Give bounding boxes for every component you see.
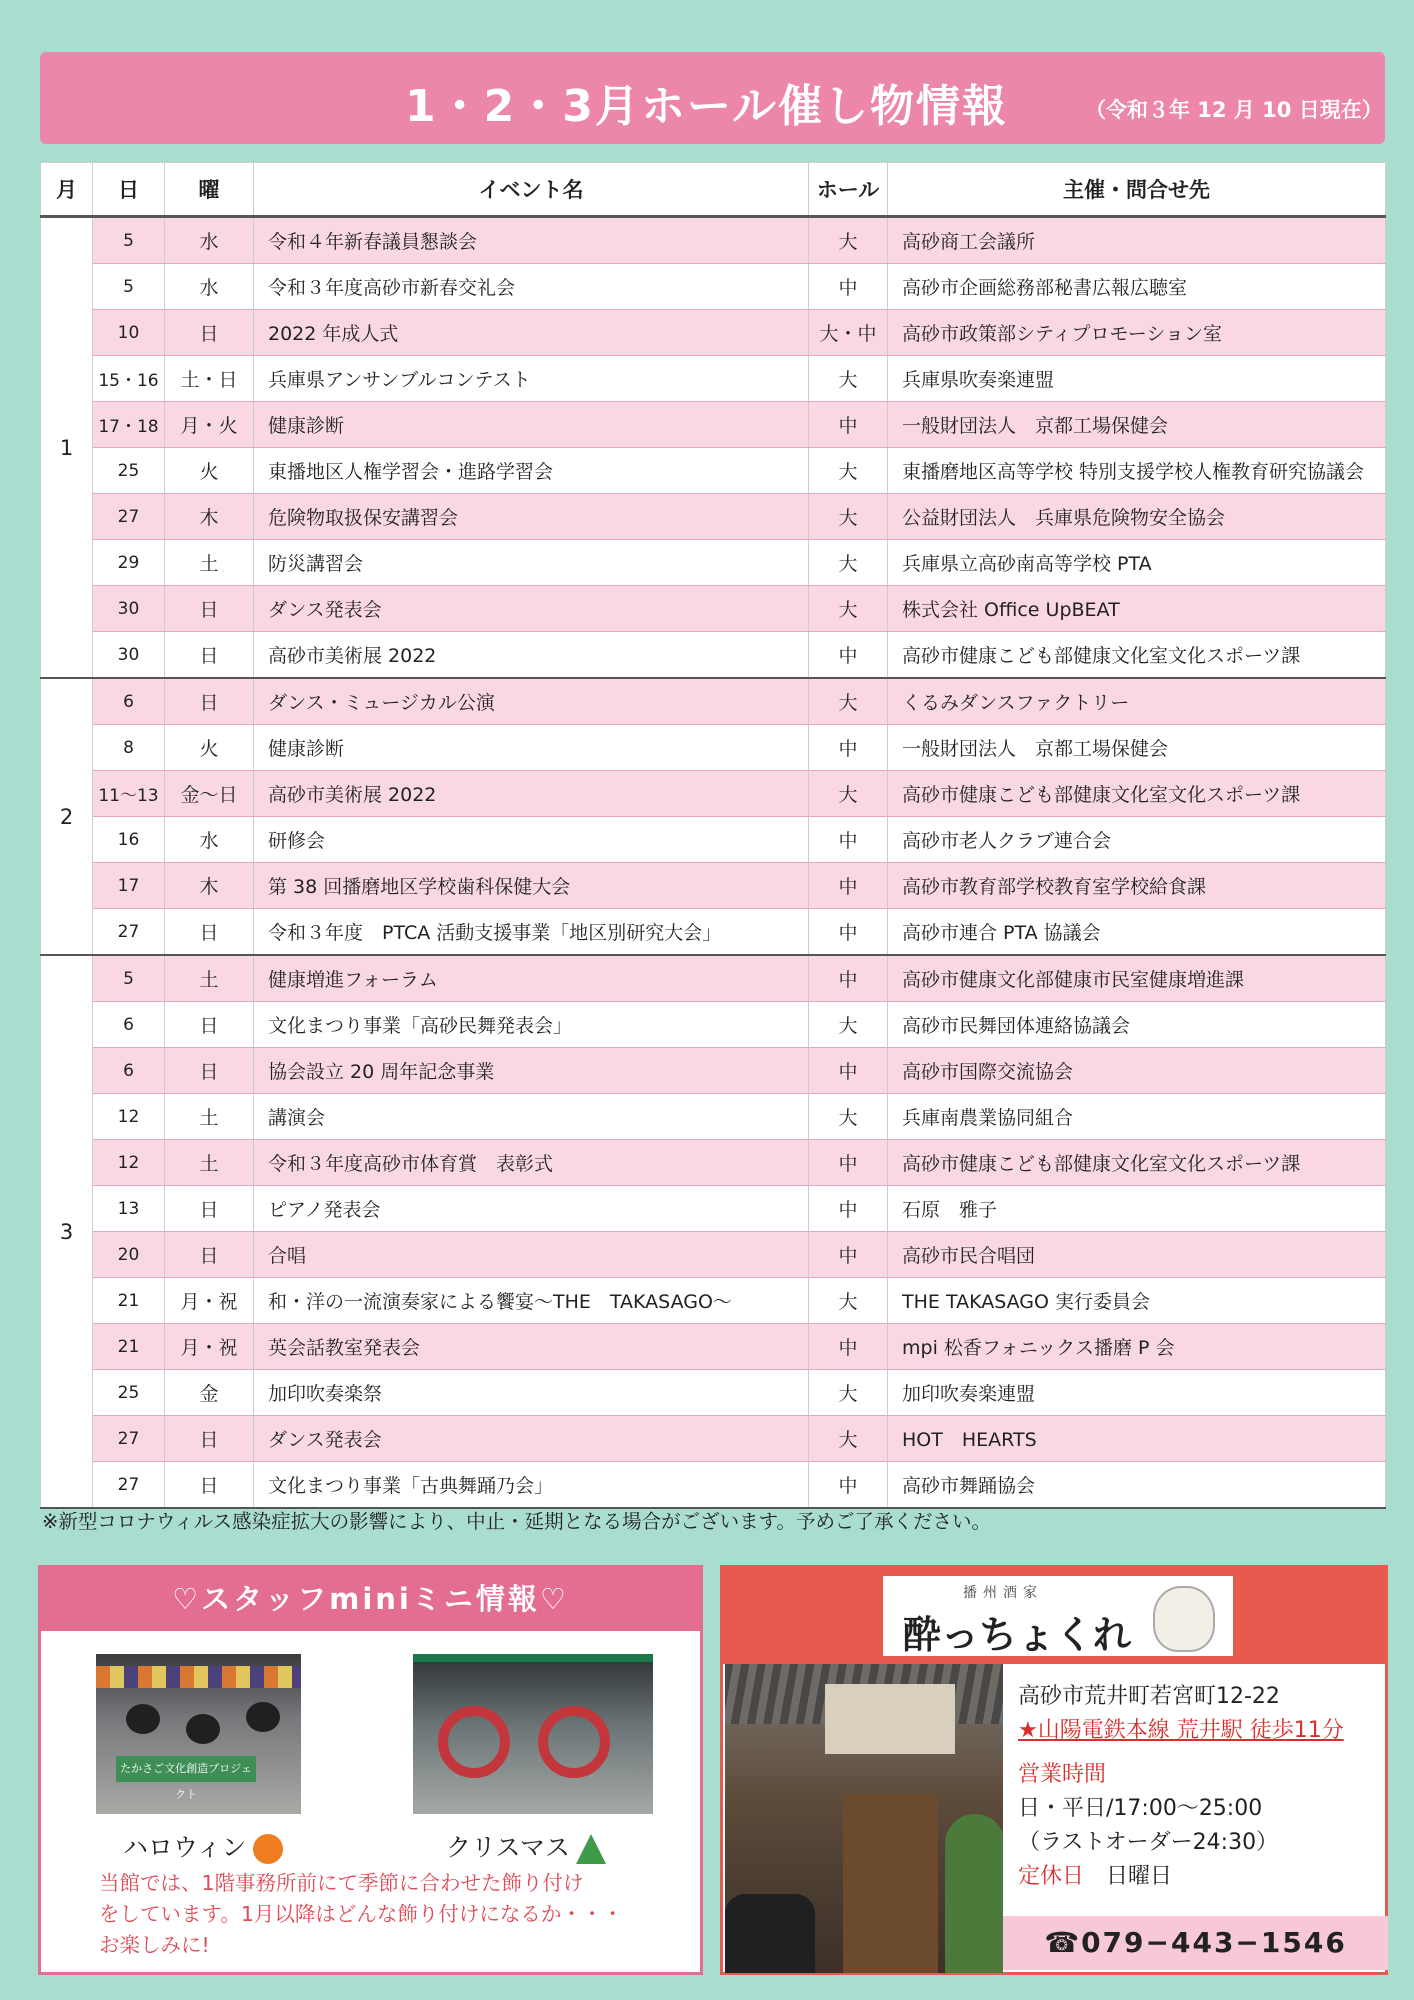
window-frame bbox=[413, 1654, 653, 1662]
restaurant-header bbox=[723, 1568, 1385, 1664]
hall-cell: 中 bbox=[809, 725, 888, 771]
weekday-cell: 日 bbox=[165, 586, 254, 632]
pumpkin-decoration bbox=[126, 1704, 160, 1734]
organizer-cell: 一般財団法人 京都工場保健会 bbox=[888, 402, 1386, 448]
title-banner bbox=[40, 52, 1385, 144]
organizer-cell: THE TAKASAGO 実行委員会 bbox=[888, 1278, 1386, 1324]
organizer-cell: 公益財団法人 兵庫県危険物安全協会 bbox=[888, 494, 1386, 540]
weekday-cell: 土 bbox=[165, 1094, 254, 1140]
events-table bbox=[40, 162, 1386, 1509]
weekday-cell: 水 bbox=[165, 264, 254, 310]
day-cell: 27 bbox=[93, 1462, 165, 1509]
table-row bbox=[41, 540, 1386, 586]
table-row bbox=[41, 356, 1386, 402]
hall-cell: 大 bbox=[809, 1416, 888, 1462]
logo-small-text: 播州酒家 bbox=[963, 1585, 1043, 1601]
table-row bbox=[41, 1094, 1386, 1140]
restaurant-access: ★山陽電鉄本線 荒井駅 徒歩11分 bbox=[1018, 1718, 1344, 1743]
restaurant-logo bbox=[883, 1576, 1233, 1656]
hall-cell: 大 bbox=[809, 1370, 888, 1416]
table-row bbox=[41, 955, 1386, 1002]
organizer-cell: mpi 松香フォニックス播磨 P 会 bbox=[888, 1324, 1386, 1370]
event-name-cell: 高砂市美術展 2022 bbox=[254, 632, 809, 679]
weekday-cell: 月・祝 bbox=[165, 1324, 254, 1370]
hall-cell: 大 bbox=[809, 678, 888, 725]
table-row bbox=[41, 1232, 1386, 1278]
day-cell: 30 bbox=[93, 586, 165, 632]
day-cell: 27 bbox=[93, 909, 165, 956]
table-row bbox=[41, 1324, 1386, 1370]
event-name-cell: 合唱 bbox=[254, 1232, 809, 1278]
event-name-cell: 加印吹奏楽祭 bbox=[254, 1370, 809, 1416]
event-name-cell: 英会話教室発表会 bbox=[254, 1324, 809, 1370]
organizer-cell: 株式会社 Office UpBEAT bbox=[888, 586, 1386, 632]
event-name-cell: 兵庫県アンサンブルコンテスト bbox=[254, 356, 809, 402]
table-row bbox=[41, 402, 1386, 448]
organizer-cell: 高砂市健康こども部健康文化室文化スポーツ課 bbox=[888, 771, 1386, 817]
organizer-cell: 加印吹奏楽連盟 bbox=[888, 1370, 1386, 1416]
day-cell: 8 bbox=[93, 725, 165, 771]
organizer-cell: 一般財団法人 京都工場保健会 bbox=[888, 725, 1386, 771]
restaurant-ad bbox=[720, 1565, 1388, 1975]
closed-label: 定休日 bbox=[1018, 1864, 1085, 1889]
organizer-cell: 東播磨地区高等学校 特別支援学校人権教育研究協議会 bbox=[888, 448, 1386, 494]
weekday-cell: 日 bbox=[165, 1186, 254, 1232]
weekday-cell: 土 bbox=[165, 955, 254, 1002]
weekday-cell: 日 bbox=[165, 1002, 254, 1048]
table-row bbox=[41, 1002, 1386, 1048]
events-table-container bbox=[40, 162, 1385, 1509]
hall-cell: 中 bbox=[809, 1232, 888, 1278]
event-name-cell: 健康診断 bbox=[254, 402, 809, 448]
christmas-caption bbox=[446, 1828, 606, 1864]
halloween-caption bbox=[123, 1828, 283, 1864]
hall-cell: 中 bbox=[809, 1140, 888, 1186]
pumpkin-decoration bbox=[186, 1714, 220, 1744]
month-cell: 1 bbox=[41, 217, 93, 679]
day-cell: 25 bbox=[93, 448, 165, 494]
hall-cell: 中 bbox=[809, 1048, 888, 1094]
table-row bbox=[41, 771, 1386, 817]
wreath-decoration bbox=[538, 1706, 610, 1778]
weekday-cell: 日 bbox=[165, 678, 254, 725]
table-row bbox=[41, 1278, 1386, 1324]
parked-car bbox=[725, 1894, 815, 1973]
closed-day-row bbox=[1018, 1860, 1378, 1894]
hall-cell: 大 bbox=[809, 356, 888, 402]
day-cell: 27 bbox=[93, 494, 165, 540]
organizer-cell: 高砂市企画総務部秘書広報広聴室 bbox=[888, 264, 1386, 310]
organizer-cell: 高砂市民舞団体連絡協議会 bbox=[888, 1002, 1386, 1048]
day-cell: 5 bbox=[93, 217, 165, 264]
weekday-cell: 日 bbox=[165, 1048, 254, 1094]
hall-cell: 中 bbox=[809, 955, 888, 1002]
table-row bbox=[41, 1048, 1386, 1094]
halloween-photo bbox=[96, 1654, 301, 1814]
event-name-cell: 令和３年度高砂市体育賞 表彰式 bbox=[254, 1140, 809, 1186]
hall-cell: 大・中 bbox=[809, 310, 888, 356]
event-name-cell: 文化まつり事業「高砂民舞発表会」 bbox=[254, 1002, 809, 1048]
hall-cell: 中 bbox=[809, 632, 888, 679]
day-cell: 5 bbox=[93, 955, 165, 1002]
day-cell: 13 bbox=[93, 1186, 165, 1232]
header-organizer: 主催・問合せ先 bbox=[888, 163, 1386, 217]
day-cell: 10 bbox=[93, 310, 165, 356]
table-row bbox=[41, 725, 1386, 771]
weekday-cell: 水 bbox=[165, 217, 254, 264]
plant bbox=[945, 1814, 1003, 1973]
event-name-cell: ピアノ発表会 bbox=[254, 1186, 809, 1232]
event-name-cell: 研修会 bbox=[254, 817, 809, 863]
weekday-cell: 木 bbox=[165, 863, 254, 909]
weekday-cell: 日 bbox=[165, 1462, 254, 1509]
covid-notice: ※新型コロナウィルス感染症拡大の影響により、中止・延期となる場合がございます。予めご了承ください。 bbox=[42, 1510, 992, 1533]
table-row bbox=[41, 217, 1386, 264]
hall-cell: 大 bbox=[809, 217, 888, 264]
table-row bbox=[41, 817, 1386, 863]
day-cell: 16 bbox=[93, 817, 165, 863]
table-row bbox=[41, 494, 1386, 540]
organizer-cell: 高砂市民合唱団 bbox=[888, 1232, 1386, 1278]
hall-cell: 大 bbox=[809, 448, 888, 494]
table-row bbox=[41, 264, 1386, 310]
hall-cell: 中 bbox=[809, 1462, 888, 1509]
business-hours: 日・平日/17:00～25:00 bbox=[1018, 1796, 1263, 1821]
header-hall: ホール bbox=[809, 163, 888, 217]
event-name-cell: 協会設立 20 周年記念事業 bbox=[254, 1048, 809, 1094]
staff-info-line: お楽しみに! bbox=[99, 1933, 210, 1957]
staff-info-line: をしています。1月以降はどんな飾り付けになるか・・・ bbox=[99, 1902, 623, 1926]
weekday-cell: 日 bbox=[165, 909, 254, 956]
event-name-cell: 令和３年度 PTCA 活動支援事業「地区別研究大会」 bbox=[254, 909, 809, 956]
organizer-cell: 高砂商工会議所 bbox=[888, 217, 1386, 264]
hall-cell: 中 bbox=[809, 1186, 888, 1232]
weekday-cell: 日 bbox=[165, 1416, 254, 1462]
closed-day: 日曜日 bbox=[1106, 1864, 1173, 1889]
event-name-cell: 講演会 bbox=[254, 1094, 809, 1140]
header-day: 日 bbox=[93, 163, 165, 217]
day-cell: 17・18 bbox=[93, 402, 165, 448]
restaurant-address: 高砂市荒井町若宮町12-22 bbox=[1018, 1684, 1280, 1709]
organizer-cell: 高砂市舞踊協会 bbox=[888, 1462, 1386, 1509]
organizer-cell: くるみダンスファクトリー bbox=[888, 678, 1386, 725]
table-row bbox=[41, 863, 1386, 909]
hall-cell: 中 bbox=[809, 863, 888, 909]
event-name-cell: 高砂市美術展 2022 bbox=[254, 771, 809, 817]
organizer-cell: 兵庫県吹奏楽連盟 bbox=[888, 356, 1386, 402]
storefront-photo bbox=[725, 1664, 1003, 1973]
organizer-cell: 高砂市政策部シティプロモーション室 bbox=[888, 310, 1386, 356]
header-weekday: 曜 bbox=[165, 163, 254, 217]
day-cell: 29 bbox=[93, 540, 165, 586]
event-name-cell: 令和３年度高砂市新春交礼会 bbox=[254, 264, 809, 310]
halloween-label: ハロウィン bbox=[123, 1833, 247, 1862]
day-cell: 21 bbox=[93, 1278, 165, 1324]
christmas-tree-icon bbox=[576, 1834, 606, 1864]
organizer-cell: 高砂市老人クラブ連合会 bbox=[888, 817, 1386, 863]
day-cell: 27 bbox=[93, 1416, 165, 1462]
header-month: 月 bbox=[41, 163, 93, 217]
restaurant-phone: ☎079−443−1546 bbox=[1003, 1916, 1388, 1970]
table-body bbox=[41, 217, 1386, 1509]
hall-cell: 大 bbox=[809, 1002, 888, 1048]
weekday-cell: 火 bbox=[165, 725, 254, 771]
restaurant-info bbox=[1018, 1680, 1378, 1894]
shop-signboard bbox=[825, 1684, 955, 1754]
event-name-cell: ダンス発表会 bbox=[254, 1416, 809, 1462]
event-name-cell: 第 38 回播磨地区学校歯科保健大会 bbox=[254, 863, 809, 909]
hall-cell: 中 bbox=[809, 817, 888, 863]
day-cell: 17 bbox=[93, 863, 165, 909]
day-cell: 15・16 bbox=[93, 356, 165, 402]
weekday-cell: 月・火 bbox=[165, 402, 254, 448]
event-name-cell: ダンス発表会 bbox=[254, 586, 809, 632]
day-cell: 5 bbox=[93, 264, 165, 310]
table-row bbox=[41, 310, 1386, 356]
organizer-cell: 高砂市健康こども部健康文化室文化スポーツ課 bbox=[888, 632, 1386, 679]
wooden-door bbox=[843, 1794, 938, 1973]
organizer-cell: 高砂市連合 PTA 協議会 bbox=[888, 909, 1386, 956]
event-name-cell: 健康診断 bbox=[254, 725, 809, 771]
month-cell: 2 bbox=[41, 678, 93, 955]
staff-info-panel bbox=[38, 1565, 703, 1975]
page-title: 1・2・3月ホール催し物情報 bbox=[405, 81, 1008, 132]
hall-cell: 中 bbox=[809, 402, 888, 448]
hall-cell: 大 bbox=[809, 586, 888, 632]
organizer-cell: 高砂市国際交流協会 bbox=[888, 1048, 1386, 1094]
staff-info-heading: ♡スタッフminiミニ情報♡ bbox=[41, 1568, 700, 1631]
table-header-row bbox=[41, 163, 1386, 217]
table-row bbox=[41, 1140, 1386, 1186]
hall-cell: 大 bbox=[809, 771, 888, 817]
hall-cell: 大 bbox=[809, 494, 888, 540]
pumpkin-decoration bbox=[246, 1702, 280, 1732]
staff-info-body bbox=[99, 1868, 689, 1961]
table-row bbox=[41, 632, 1386, 679]
month-cell: 3 bbox=[41, 955, 93, 1508]
garland-decoration bbox=[96, 1666, 301, 1688]
event-name-cell: 東播地区人権学習会・進路学習会 bbox=[254, 448, 809, 494]
weekday-cell: 土 bbox=[165, 1140, 254, 1186]
christmas-label: クリスマス bbox=[446, 1833, 571, 1862]
day-cell: 20 bbox=[93, 1232, 165, 1278]
weekday-cell: 土・日 bbox=[165, 356, 254, 402]
day-cell: 6 bbox=[93, 678, 165, 725]
as-of-date: （令和３年 12 月 10 日現在） bbox=[1085, 98, 1383, 122]
project-sign: たかさご文化創造プロジェクト bbox=[116, 1756, 256, 1782]
table-row bbox=[41, 1370, 1386, 1416]
christmas-photo bbox=[413, 1654, 653, 1814]
hours-label: 営業時間 bbox=[1018, 1762, 1107, 1787]
hall-cell: 中 bbox=[809, 909, 888, 956]
hall-cell: 大 bbox=[809, 1278, 888, 1324]
weekday-cell: 木 bbox=[165, 494, 254, 540]
last-order: （ラストオーダー24:30） bbox=[1018, 1830, 1279, 1855]
day-cell: 30 bbox=[93, 632, 165, 679]
event-name-cell: ダンス・ミュージカル公演 bbox=[254, 678, 809, 725]
event-name-cell: 危険物取扱保安講習会 bbox=[254, 494, 809, 540]
day-cell: 21 bbox=[93, 1324, 165, 1370]
hall-cell: 中 bbox=[809, 264, 888, 310]
table-row bbox=[41, 586, 1386, 632]
logo-name: 酔っちょくれ bbox=[903, 1612, 1132, 1657]
day-cell: 6 bbox=[93, 1048, 165, 1094]
table-row bbox=[41, 909, 1386, 956]
weekday-cell: 水 bbox=[165, 817, 254, 863]
day-cell: 11～13 bbox=[93, 771, 165, 817]
day-cell: 12 bbox=[93, 1094, 165, 1140]
organizer-cell: 高砂市健康文化部健康市民室健康増進課 bbox=[888, 955, 1386, 1002]
weekday-cell: 土 bbox=[165, 540, 254, 586]
event-name-cell: 和・洋の一流演奏家による饗宴～THE TAKASAGO～ bbox=[254, 1278, 809, 1324]
table-row bbox=[41, 448, 1386, 494]
wreath-decoration bbox=[438, 1706, 510, 1778]
event-name-cell: 2022 年成人式 bbox=[254, 310, 809, 356]
table-row bbox=[41, 1186, 1386, 1232]
event-name-cell: 健康増進フォーラム bbox=[254, 955, 809, 1002]
event-name-cell: 令和４年新春議員懇談会 bbox=[254, 217, 809, 264]
hall-cell: 大 bbox=[809, 540, 888, 586]
header-event-name: イベント名 bbox=[254, 163, 809, 217]
weekday-cell: 日 bbox=[165, 1232, 254, 1278]
table-row bbox=[41, 1462, 1386, 1509]
hall-cell: 大 bbox=[809, 1094, 888, 1140]
organizer-cell: 高砂市健康こども部健康文化室文化スポーツ課 bbox=[888, 1140, 1386, 1186]
day-cell: 12 bbox=[93, 1140, 165, 1186]
day-cell: 25 bbox=[93, 1370, 165, 1416]
weekday-cell: 金 bbox=[165, 1370, 254, 1416]
pumpkin-icon bbox=[253, 1834, 283, 1864]
organizer-cell: HOT HEARTS bbox=[888, 1416, 1386, 1462]
weekday-cell: 火 bbox=[165, 448, 254, 494]
lucky-cat-icon bbox=[1153, 1586, 1215, 1652]
weekday-cell: 日 bbox=[165, 632, 254, 679]
organizer-cell: 高砂市教育部学校教育室学校給食課 bbox=[888, 863, 1386, 909]
event-name-cell: 文化まつり事業「古典舞踊乃会」 bbox=[254, 1462, 809, 1509]
event-name-cell: 防災講習会 bbox=[254, 540, 809, 586]
day-cell: 6 bbox=[93, 1002, 165, 1048]
hall-cell: 中 bbox=[809, 1324, 888, 1370]
table-row bbox=[41, 1416, 1386, 1462]
weekday-cell: 日 bbox=[165, 310, 254, 356]
table-row bbox=[41, 678, 1386, 725]
weekday-cell: 金～日 bbox=[165, 771, 254, 817]
organizer-cell: 兵庫県立高砂南高等学校 PTA bbox=[888, 540, 1386, 586]
staff-info-line: 当館では、1階事務所前にて季節に合わせた飾り付け bbox=[99, 1871, 584, 1895]
organizer-cell: 石原 雅子 bbox=[888, 1186, 1386, 1232]
weekday-cell: 月・祝 bbox=[165, 1278, 254, 1324]
organizer-cell: 兵庫南農業協同組合 bbox=[888, 1094, 1386, 1140]
